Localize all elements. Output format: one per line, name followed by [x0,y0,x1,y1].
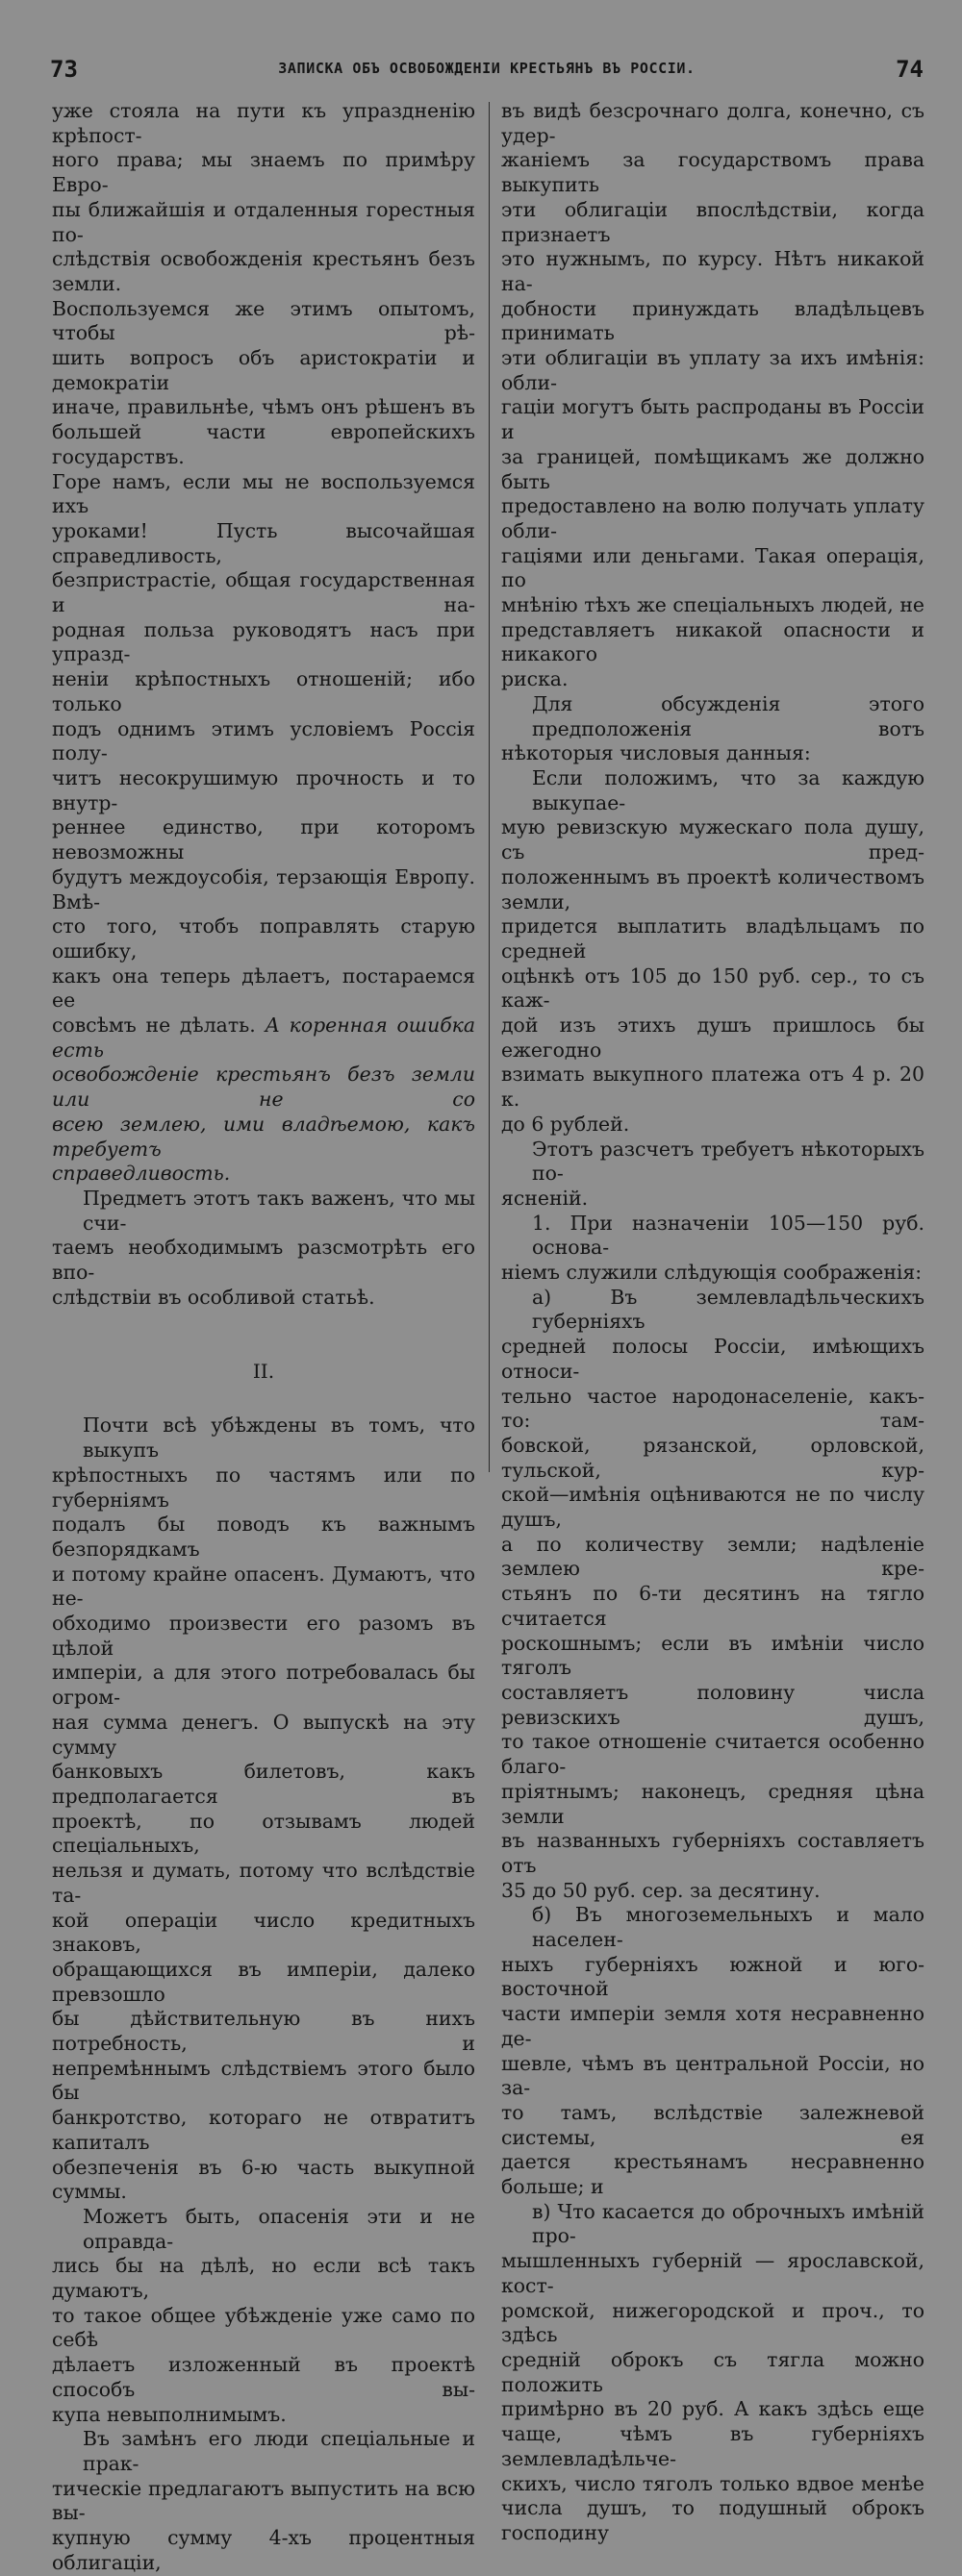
text-line: оцѣнкѣ отъ 105 до 150 руб. сер., то съ каж- [501,963,924,1013]
paragraph [501,766,924,1138]
text-line: Почти всѣ убѣждены въ томъ, что выкупъ [83,1413,475,1463]
text-line: купа невыполнимымъ. [52,2402,287,2426]
text-line: стьянъ по 6-ти десятинъ на тягло считается [501,1582,924,1630]
text-line: Для обсужденія этого предположенія вотъ [532,691,924,740]
line-row [52,2353,475,2402]
line-row [52,198,475,247]
line-row [52,2477,475,2526]
text-line: представляетъ никакой опасности и никакого [501,617,924,666]
line-row [501,1335,924,1384]
line-row [52,470,475,519]
line-row [501,346,924,395]
line-row [52,519,475,568]
text-line: неніи крѣпостныхъ отношеній; ибо только [52,667,475,715]
text-line: совсѣмъ не дѣлать. [52,1013,256,1038]
line-row [52,2403,475,2428]
text-line: тическіе предлагаютъ выпустить на всю вы- [52,2476,475,2525]
line-row [52,1162,475,1187]
text-line: пріятнымъ; наконецъ, средняя цѣна земли [501,1779,924,1828]
text-line: имперіи, а для этого потребовалась бы огром- [52,1661,475,1710]
line-row [501,1632,924,1681]
italic-text: А коренная ошибка есть [52,1013,475,1062]
line-row [501,766,924,815]
text-line: нельзя и думать, потому что вслѣдствіе та- [52,1859,475,1907]
line-row [501,2101,924,2150]
line-row [52,865,475,914]
paragraph [501,692,924,766]
text-line: это нужнымъ, по курсу. Нѣтъ никакой на- [501,247,924,295]
text-line: обращающихся въ имперіи, далеко превзошло [52,1957,475,2006]
text-line: в) Что касается до оброчныхъ имѣній про- [532,2199,924,2248]
text-line: за границей, помѣщикамъ же должно быть [501,444,924,493]
line-row [501,1879,924,1904]
text-line: безпристрастіе, общая государственная и на- [52,568,475,617]
line-row [52,1286,475,1311]
line-row [501,445,924,494]
line-row [52,1413,475,1463]
line-row [501,815,924,864]
line-row [501,1953,924,2002]
line-row [501,1138,924,1187]
line-row [52,2254,475,2303]
line-row [52,297,475,346]
section-heading: II. [252,1360,275,1384]
text-line: большей части европейскихъ государствъ. [52,420,475,468]
paragraph [52,2427,475,2575]
line-row [501,297,924,346]
text-line: эти облигаціи впослѣдствіи, когда признаетъ [501,197,924,246]
line-row [501,1113,924,1138]
line-row [501,692,924,741]
line-row [501,247,924,296]
italic-text: освобожденіе крестьянъ безъ земли или не со [52,1063,475,1112]
text-line: положеннымъ въ проектѣ количествомъ земли, [501,864,924,913]
line-row [52,1711,475,1760]
italic-text: справедливость. [52,1162,231,1186]
text-line: части имперіи земля хотя несравненно де- [501,2002,924,2050]
line-row [52,1958,475,2007]
paragraph [501,1903,924,2199]
page-number-left: 73 [50,56,78,83]
left-column [52,99,475,2576]
line-row [501,1212,924,1261]
right-column [501,99,924,2546]
text-line: будутъ междоусобія, терзающія Европу. Вмѣ- [52,864,475,913]
line-row [52,420,475,469]
line-row [52,2057,475,2106]
text-line: дой изъ этихъ душъ пришлось бы ежегодно [501,1013,924,1062]
text-line: пы ближайшія и отдаленныя горестныя по- [52,197,475,246]
text-line: шевле, чѣмъ въ центральной Россіи, но за- [501,2051,924,2100]
text-line: подъ однимъ этимъ условіемъ Россія полу- [52,716,475,765]
line-row [52,2156,475,2205]
line-row [501,1681,924,1730]
text-line: 1. При назначеніи 105—150 руб. основа- [532,1211,924,1260]
line-row [52,1810,475,1859]
text-line: крѣпостныхъ по частямъ или по губерніямъ [52,1463,475,1512]
text-line: чаще, чѣмъ въ губерніяхъ землевладѣльче- [501,2422,924,2470]
line-row [52,815,475,864]
text-line: б) Въ многоземельныхъ и мало населен- [532,1903,924,1952]
text-line: дается крестьянамъ несравненно больше; и [501,2150,924,2199]
line-row [52,1612,475,1661]
text-line: мышленныхъ губерній — ярославской, кост- [501,2249,924,2297]
line-row [501,2348,924,2397]
line-row [52,1859,475,1908]
text-line: нѣкоторыя числовыя данныя: [501,741,811,765]
text-line: ромской, нижегородской и проч., то здѣсь [501,2298,924,2347]
paragraph [501,1286,924,1904]
text-line: проектѣ, по отзывамъ людей спеціальныхъ, [52,1809,475,1858]
text-line: числа душъ, то подушный оброкъ господину [501,2496,924,2544]
text-line: Предметъ этотъ такъ важенъ, что мы счи- [83,1186,475,1235]
text-line: и потому крайне опасенъ. Думаютъ, что не- [52,1562,475,1611]
line-row [501,1582,924,1631]
line-row [501,2299,924,2348]
line-row [501,1903,924,1952]
line-row [501,198,924,247]
line-row [52,148,475,197]
line-row [501,865,924,914]
line-row [501,1483,924,1532]
line-row [52,1909,475,1958]
text-line: то тамъ, вслѣдствіе залежневой системы, ея [501,2100,924,2149]
line-row [52,717,475,766]
line-row [501,1434,924,1483]
text-line: реннее единство, при которомъ невозможны [52,815,475,864]
line-row [52,395,475,420]
line-row [501,741,924,766]
line-row [501,494,924,543]
line-row [52,1013,475,1063]
text-line: въ названныхъ губерніяхъ составляетъ отъ [501,1829,924,1877]
text-line: лись бы на дѣлѣ, но если всѣ такъ думаютъ, [52,2254,475,2303]
text-line: придется выплатить владѣльцамъ по средней [501,914,924,963]
line-row [52,2205,475,2254]
line-row [52,766,475,815]
paragraph [501,99,924,692]
text-line: примѣрно въ 20 руб. А какъ здѣсь еще [501,2397,924,2421]
paragraph [501,1212,924,1286]
text-line: то такое отношеніе считается особенно благо- [501,1730,924,1779]
paragraph [501,1138,924,1212]
column-divider [489,102,490,1472]
line-row [501,2496,924,2545]
page-header [50,56,924,85]
text-line: обходимо произвести его разомъ въ цѣлой [52,1612,475,1660]
text-line: мую ревизскую мужескаго пола душу, съ пред- [501,815,924,864]
text-line: бы дѣйствительную въ нихъ потребность, и [52,2007,475,2056]
line-row [52,2427,475,2476]
text-line: кой операціи число кредитныхъ знаковъ, [52,1908,475,1957]
paragraph [52,1187,475,1311]
line-row [52,914,475,963]
text-line: уже стояла на пути къ упраздненію крѣпост- [52,99,475,147]
line-row [501,1286,924,1335]
text-line: гаціи могутъ быть распроданы въ Россіи и [501,395,924,444]
line-row [501,2200,924,2249]
text-line: иначе, правильнѣе, чѣмъ онъ рѣшенъ въ [52,395,475,419]
text-line: подалъ бы поводъ къ важнымъ безпорядкамъ [52,1513,475,1561]
line-row [501,667,924,692]
text-line: дѣлаетъ изложенный въ проектѣ способъ вы- [52,2353,475,2401]
line-row [501,1063,924,1112]
text-line: родная польза руководятъ насъ при упразд- [52,617,475,666]
text-line: какъ она теперь дѣлаетъ, постараемся ее [52,963,475,1013]
text-line: гаціями или деньгами. Такая операція, по [501,543,924,592]
text-line: а) Въ землевладѣльческихъ губерніяхъ [532,1285,924,1334]
text-line: Этотъ разсчетъ требуетъ нѣкоторыхъ по- [532,1137,924,1186]
line-row [501,2397,924,2422]
line-row [52,247,475,296]
text-line: жаніемъ за государствомъ права выкупить [501,148,924,197]
text-line: банкротство, котораго не отвратитъ капиталъ [52,2106,475,2154]
line-row [501,395,924,444]
text-line: Воспользуемся же этимъ опытомъ, чтобы рѣ- [52,296,475,345]
line-row [52,667,475,716]
line-row [501,1533,924,1582]
paragraph [52,1413,475,2205]
line-row [501,1780,924,1829]
text-line: эти облигаціи въ уплату за ихъ имѣнія: обли- [501,346,924,394]
line-row [501,2052,924,2101]
paragraph [501,2200,924,2546]
page-number-right: 74 [896,56,924,83]
line-row [501,2249,924,2298]
text-line: мнѣнію тѣхъ же спеціальныхъ людей, не [501,593,924,617]
text-line: сто того, чтобъ поправлять старую ошибку, [52,914,475,963]
line-row [52,1187,475,1236]
line-row [501,2472,924,2497]
line-row [52,1463,475,1513]
line-row [52,964,475,1013]
text-line: ная сумма денегъ. О выпускѣ на эту сумму [52,1710,475,1759]
line-row [52,1113,475,1162]
line-row [52,2106,475,2155]
line-row [501,99,924,148]
text-line: таемъ необходимымъ разсмотрѣть его впо- [52,1236,475,1285]
text-line: то такое общее убѣжденіе уже само по себѣ [52,2303,475,2352]
line-row [501,544,924,593]
text-line: ніемъ служили слѣдующія соображенія: [501,1261,923,1285]
line-row [501,2002,924,2051]
text-line: тельно частое народонаселеніе, какъ-то: там- [501,1384,924,1433]
line-row [52,1513,475,1562]
text-line: а по количеству земли; надѣленіе землею кре- [501,1532,924,1581]
line-row [52,1063,475,1112]
line-row [501,618,924,667]
line-row [52,1563,475,1612]
line-row [52,2304,475,2353]
text-line: скихъ, число тяголъ только вдвое менѣе [501,2471,924,2495]
text-line: уроками! Пусть высочайшая справедливость, [52,518,475,567]
text-line: средній оброкъ съ тягла можно положить [501,2347,924,2396]
text-line: риска. [501,667,569,691]
line-row [52,2007,475,2056]
text-line: ного права; мы знаемъ по примѣру Евро- [52,148,475,197]
text-line: въ видѣ безсрочнаго долга, конечно, съ удер- [501,99,924,147]
text-line: слѣдствія освобожденія крестьянъ безъ земли. [52,247,475,295]
text-line: купную сумму 4-хъ процентныя облигаціи, [52,2526,475,2574]
line-row [501,1385,924,1434]
italic-text: всею землею, ими владѣемою, какъ требуетъ [52,1112,475,1161]
line-row [501,1187,924,1212]
line-row [52,2526,475,2575]
line-row [501,2150,924,2199]
line-row [52,1661,475,1710]
running-title: ЗАПИСКА ОБЪ ОСВОБОЖДЕНІИ КРЕСТЬЯНЪ ВЪ РОССІИ. [278,60,696,77]
text-line: слѣдствіи въ особливой статьѣ. [52,1285,375,1309]
line-row [501,914,924,963]
line-row [501,964,924,1013]
text-line: до 6 рублей. [501,1112,630,1136]
line-row [52,568,475,617]
text-line: Если положимъ, что за каждую выкупае- [532,765,924,814]
text-line: Горе намъ, если мы не воспользуемся ихъ [52,469,475,518]
text-line: средней полосы Россіи, имѣющихъ относи- [501,1335,924,1383]
text-line: банковыхъ билетовъ, какъ предполагается въ [52,1760,475,1808]
text-line: ныхъ губерніяхъ южной и юго-восточной [501,1952,924,2001]
text-line: бовской, рязанской, орловской, тульской, кур- [501,1433,924,1482]
line-row [52,1760,475,1809]
text-line: составляетъ половину числа ревизскихъ душъ, [501,1681,924,1729]
line-row [52,618,475,667]
line-row [52,1236,475,1285]
text-line: ясненій. [501,1186,589,1210]
text-line: Въ замѣнъ его люди спеціальные и прак- [83,2427,475,2475]
text-line: роскошнымъ; если въ имѣніи число тяголъ [501,1631,924,1680]
line-row [501,1261,924,1286]
line-row [52,99,475,148]
line-row [501,1730,924,1779]
text-line: шить вопросъ объ аристократіи и демократіи [52,346,475,394]
line-row [501,1829,924,1878]
text-line: читъ несокрушимую прочность и то внутр- [52,765,475,814]
text-line: Можетъ быть, опасенія эти и не оправда- [83,2204,475,2253]
line-row [501,1013,924,1063]
text-line: 35 до 50 руб. сер. за десятину. [501,1878,821,1902]
text-line: обезпеченія въ 6-ю часть выкупной суммы. [52,2155,475,2204]
paragraph [52,2205,475,2427]
text-line: непремѣннымъ слѣдствіемъ этого было бы [52,2056,475,2105]
text-line: добности принуждать владѣльцевъ принимать [501,296,924,345]
text-line: ской—имѣнія оцѣниваются не по числу душъ, [501,1483,924,1532]
line-row [501,2422,924,2471]
line-row [52,346,475,395]
text-line: взимать выкупного платежа отъ 4 р. 20 к. [501,1063,924,1112]
line-row [501,148,924,197]
line-row [501,593,924,618]
text-line: предоставлено на волю получать уплату обли- [501,494,924,542]
paragraph [52,99,475,1187]
